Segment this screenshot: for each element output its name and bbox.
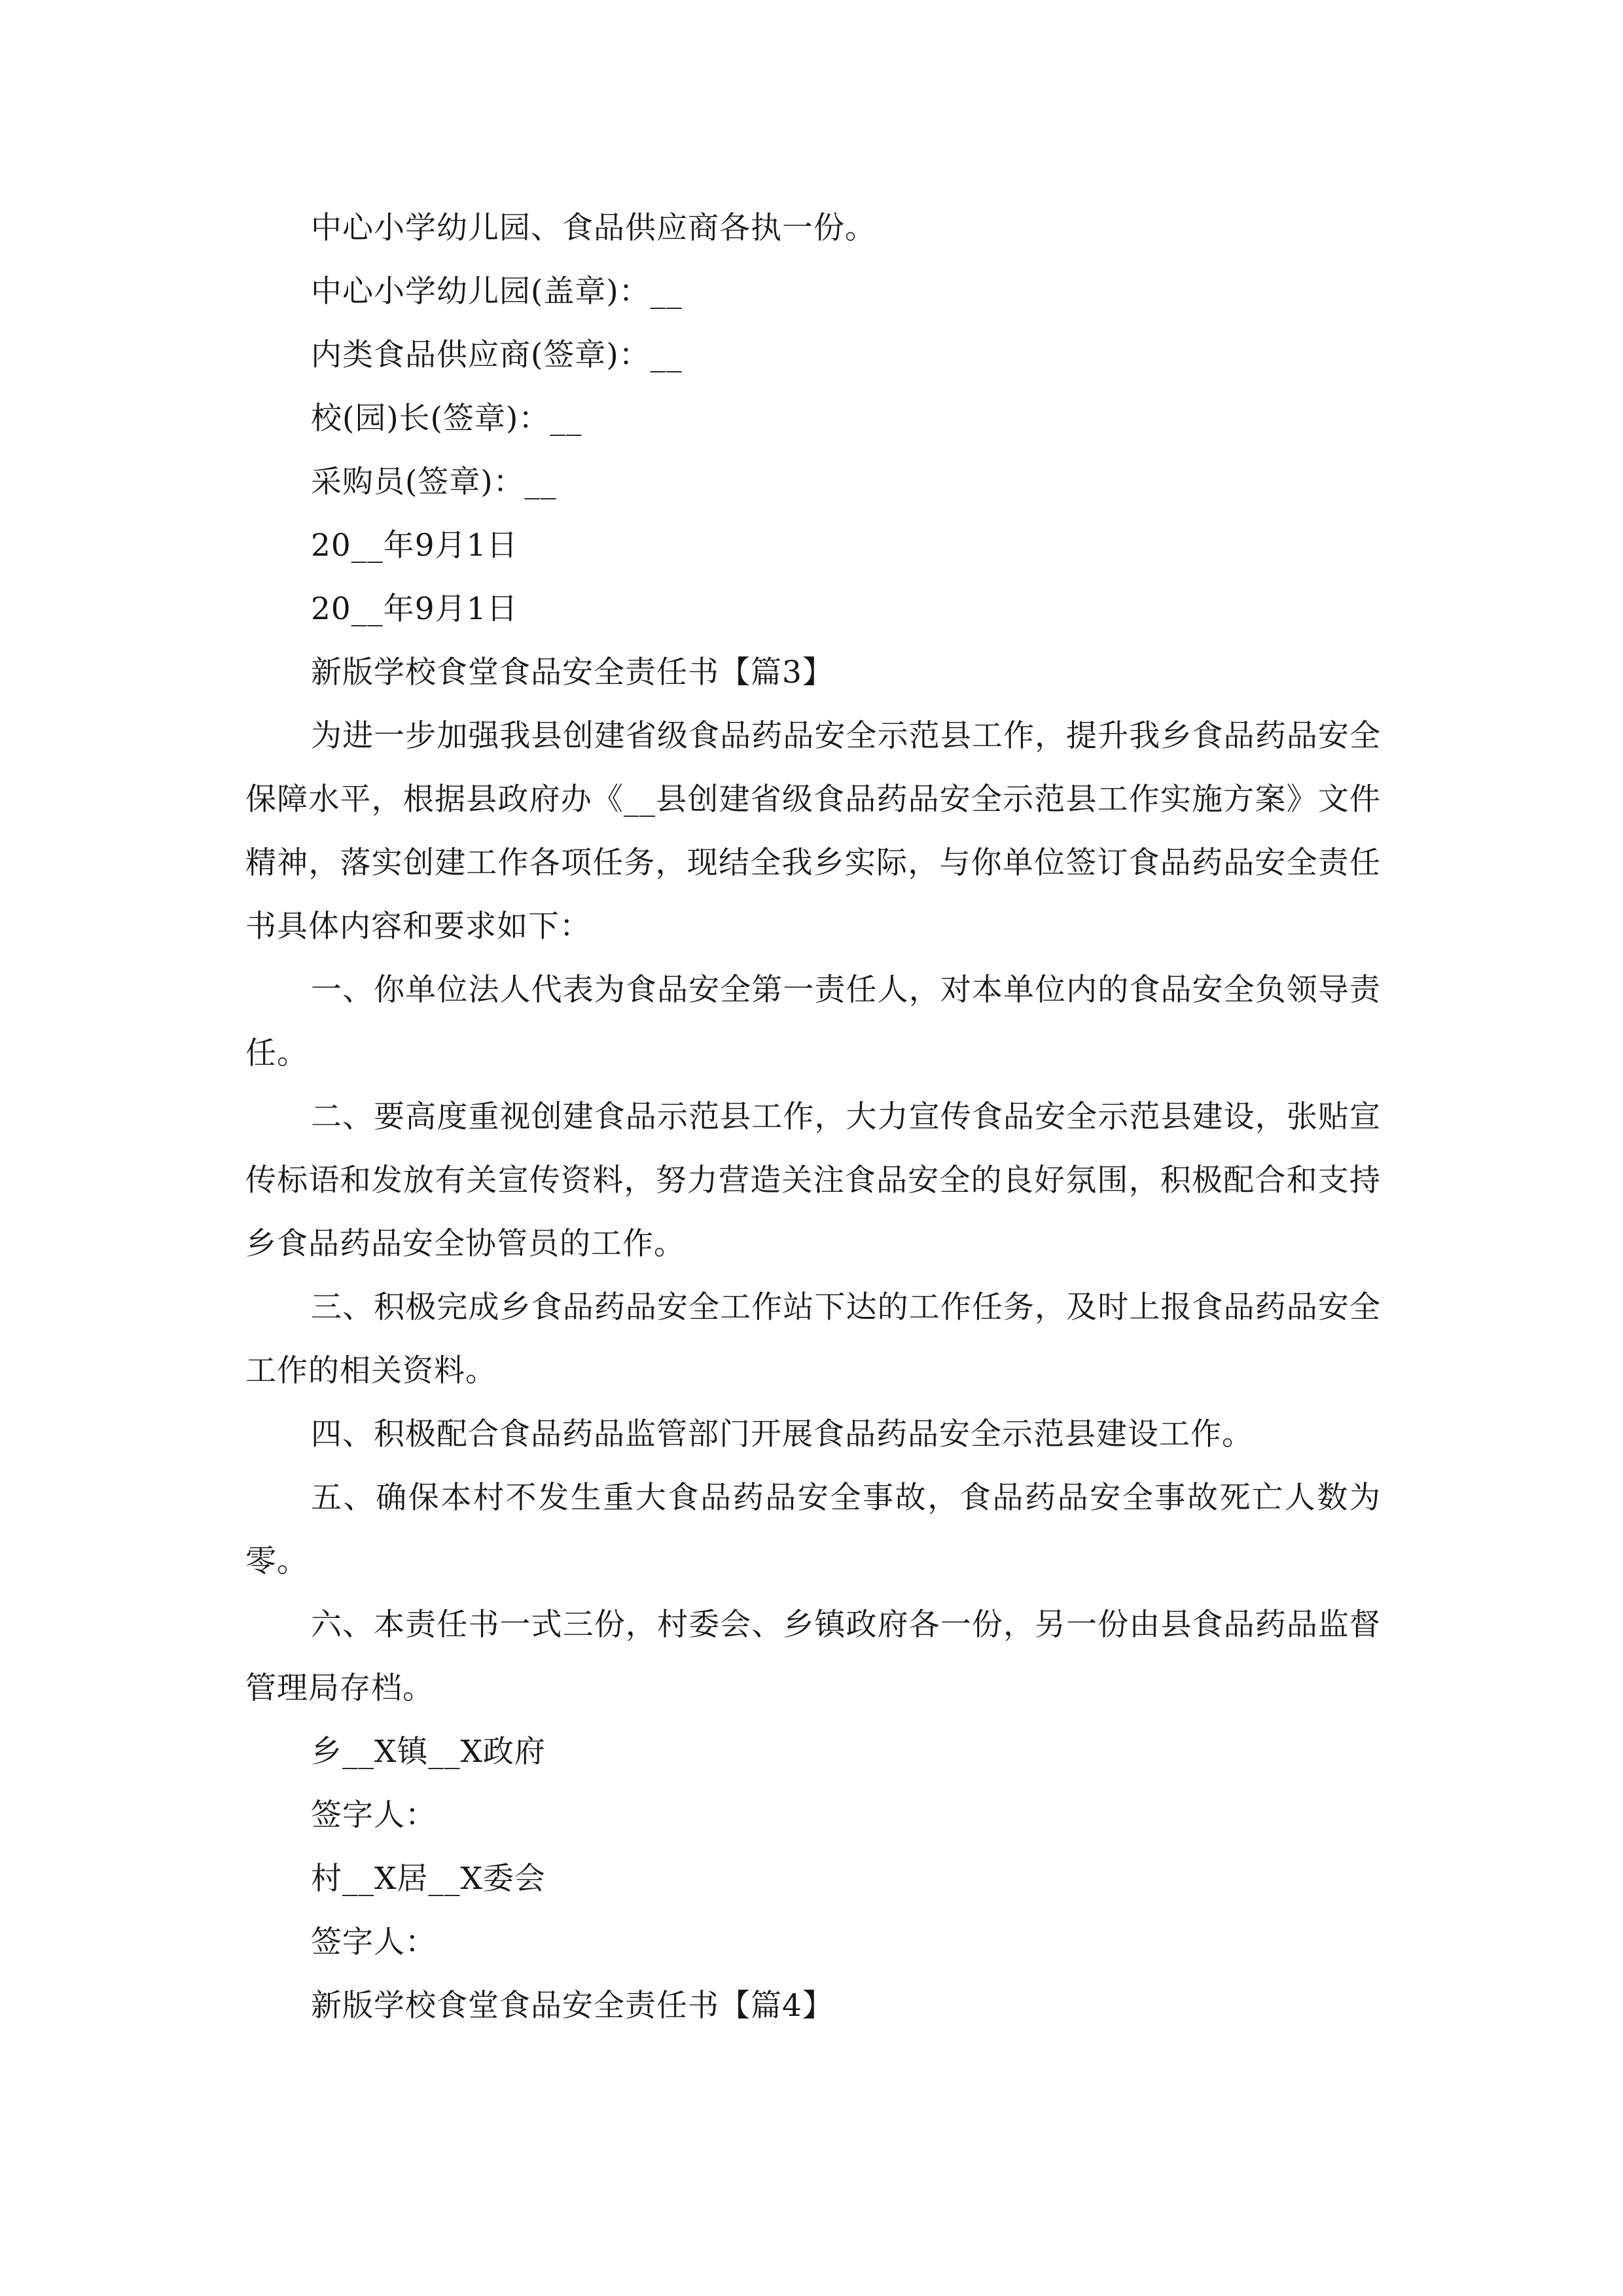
signature-line-principal: 校(园)长(签章)：__ (311, 401, 582, 437)
signature-line-government: 乡__X镇__X政府 (311, 1734, 546, 1770)
section-title-3: 新版学校食堂食品安全责任书【篇3】 (311, 655, 834, 691)
section-title-4: 新版学校食堂食品安全责任书【篇4】 (311, 1988, 834, 2024)
paragraph-item-4: 四、积极配合食品药品监管部门开展食品药品安全示范县建设工作。 (311, 1416, 1253, 1452)
paragraph-item-6: 六、本责任书一式三份，村委会、乡镇政府各一份，另一份由县食品药品监督管理局存档。 (245, 1607, 1381, 1706)
paragraph-item-5: 五、确保本村不发生重大食品药品安全事故，食品药品安全事故死亡人数为零。 (245, 1480, 1381, 1579)
date-line: 20__年9月1日 (311, 591, 518, 627)
signer-label: 签字人： (311, 1797, 437, 1833)
signer-label: 签字人： (311, 1924, 437, 1960)
paragraph-intro: 为进一步加强我县创建省级食品药品安全示范县工作，提升我乡食品药品安全保障水平，根据县政府办《__县创建省级食品药品安全示范县工作实施方案》文件精神，落实创建工作各项任务，现结全我乡实际，与你单位签订食品药品安全责任书具体内容和要求如下： (245, 718, 1381, 944)
signature-line-buyer: 采购员(签章)：__ (311, 464, 557, 500)
signature-line-committee: 村__X居__X委会 (311, 1861, 546, 1897)
paragraph-item-3: 三、积极完成乡食品药品安全工作站下达的工作任务，及时上报食品药品安全工作的相关资料。 (245, 1289, 1381, 1389)
signature-line-school: 中心小学幼儿园(盖章)：__ (311, 274, 683, 310)
paragraph-item-1: 一、你单位法人代表为食品安全第一责任人，对本单位内的食品安全负领导责任。 (245, 972, 1381, 1071)
signature-line-supplier: 内类食品供应商(签章)：__ (311, 337, 683, 373)
date-line: 20__年9月1日 (311, 528, 518, 564)
text-line: 中心小学幼儿园、食品供应商各执一份。 (311, 210, 876, 246)
document-body (245, 196, 1381, 2037)
paragraph-item-2: 二、要高度重视创建食品示范县工作，大力宣传食品安全示范县建设，张贴宣传标语和发放有关宣传资料，努力营造关注食品安全的良好氛围，积极配合和支持乡食品药品安全协管员的工作。 (245, 1099, 1381, 1262)
